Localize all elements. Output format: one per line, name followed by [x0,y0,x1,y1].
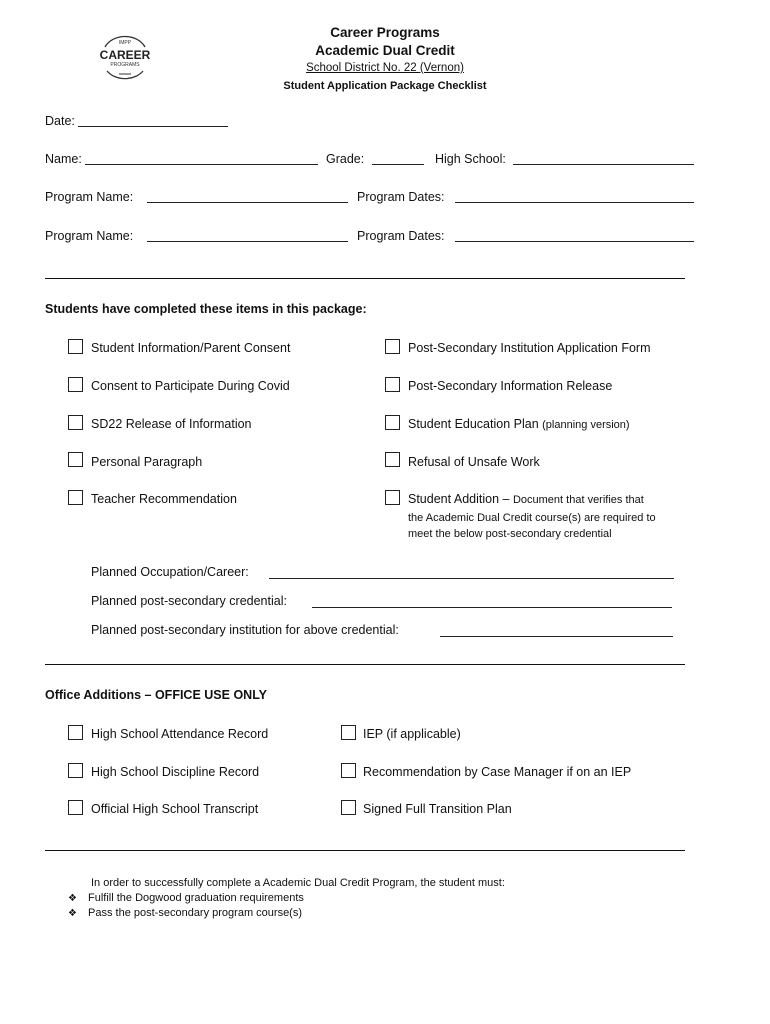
program-name-2-field[interactable] [147,241,348,242]
program-dates-1-label: Program Dates: [357,190,445,204]
page-subtitle: Academic Dual Credit [315,43,455,58]
label-personal-paragraph: Personal Paragraph [91,455,203,469]
requirements-intro: In order to successfully complete a Academic Dual Credit Program, the student must: [91,877,505,889]
checkbox-refusal-unsafe-work[interactable] [385,452,400,467]
bullet-icon: ❖ [68,908,77,919]
checkbox-discipline-record[interactable] [68,763,83,778]
student-addition-extra: Document that verifies that [512,494,644,506]
section-divider-2 [45,664,685,665]
program-dates-1-field[interactable] [455,202,694,203]
label-consent-covid: Consent to Participate During Covid [91,379,290,393]
checkbox-official-transcript[interactable] [68,800,83,815]
name-field[interactable] [85,164,318,165]
bullet-icon: ❖ [68,893,77,904]
checkbox-student-information[interactable] [68,339,83,354]
planned-credential-label: Planned post-secondary credential: [91,594,287,608]
label-case-manager-recommendation: Recommendation by Case Manager if on an IEP [363,765,632,779]
date-label: Date: [45,114,75,128]
planned-occupation-field[interactable] [269,578,674,579]
checkbox-sd22-release[interactable] [68,415,83,430]
checkbox-ps-info-release[interactable] [385,377,400,392]
date-field[interactable] [78,126,228,127]
office-section-title: Office Additions – OFFICE USE ONLY [45,688,268,702]
label-psi-application: Post-Secondary Institution Application Form [408,341,651,355]
program-dates-2-label: Program Dates: [357,229,445,243]
planned-occupation-label: Planned Occupation/Career: [91,565,249,579]
label-student-addition [408,491,644,508]
label-ps-info-release: Post-Secondary Information Release [408,379,613,393]
program-dates-2-field[interactable] [455,241,694,242]
page-title: Career Programs [330,25,440,40]
education-plan-main: Student Education Plan [408,417,539,431]
label-transition-plan: Signed Full Transition Plan [363,802,512,816]
grade-label: Grade: [326,152,365,166]
label-discipline-record: High School Discipline Record [91,765,260,779]
checklist-title: Student Application Package Checklist [283,80,487,92]
checkbox-teacher-recommendation[interactable] [68,490,83,505]
section-divider-1 [45,278,685,279]
planned-credential-field[interactable] [312,607,672,608]
career-programs-logo [93,33,157,83]
logo-word: CAREER [99,48,151,62]
checkbox-iep[interactable] [341,725,356,740]
checkbox-case-manager-recommendation[interactable] [341,763,356,778]
program-name-2-label: Program Name: [45,229,134,243]
label-education-plan [408,416,630,433]
requirement-item [68,906,302,921]
requirement-text: Pass the post-secondary program course(s) [88,907,303,919]
requirement-item [68,891,304,906]
program-name-1-label: Program Name: [45,190,134,204]
planned-institution-label: Planned post-secondary institution for above credential: [91,623,399,637]
district-name: School District No. 22 (Vernon) [306,62,464,74]
program-name-1-field[interactable] [147,202,348,203]
planned-institution-field[interactable] [440,636,673,637]
student-addition-main: Student Addition – [408,492,510,506]
grade-field[interactable] [372,164,424,165]
label-iep: IEP (if applicable) [363,727,461,741]
checkbox-consent-covid[interactable] [68,377,83,392]
checkbox-personal-paragraph[interactable] [68,452,83,467]
student-addition-line-3: meet the below post-secondary credential [408,528,612,540]
requirement-text: Fulfill the Dogwood graduation requirements [88,892,304,904]
section-divider-3 [45,850,685,851]
high-school-field[interactable] [513,164,694,165]
high-school-label: High School: [435,152,506,166]
student-section-title: Students have completed these items in this package: [45,302,367,316]
checkbox-attendance-record[interactable] [68,725,83,740]
education-plan-extra: (planning version) [542,419,630,431]
checkbox-psi-application[interactable] [385,339,400,354]
label-sd22-release: SD22 Release of Information [91,417,252,431]
checkbox-transition-plan[interactable] [341,800,356,815]
logo-top-text: IMPP [118,40,132,46]
checkbox-education-plan[interactable] [385,415,400,430]
logo-sub-text: PROGRAMS [110,62,140,68]
name-label: Name: [45,152,82,166]
label-refusal-unsafe-work: Refusal of Unsafe Work [408,455,540,469]
label-teacher-recommendation: Teacher Recommendation [91,492,237,506]
label-student-information: Student Information/Parent Consent [91,341,291,355]
checkbox-student-addition[interactable] [385,490,400,505]
label-attendance-record: High School Attendance Record [91,727,269,741]
student-addition-line-2: the Academic Dual Credit course(s) are required to [408,512,656,524]
label-official-transcript: Official High School Transcript [91,802,259,816]
